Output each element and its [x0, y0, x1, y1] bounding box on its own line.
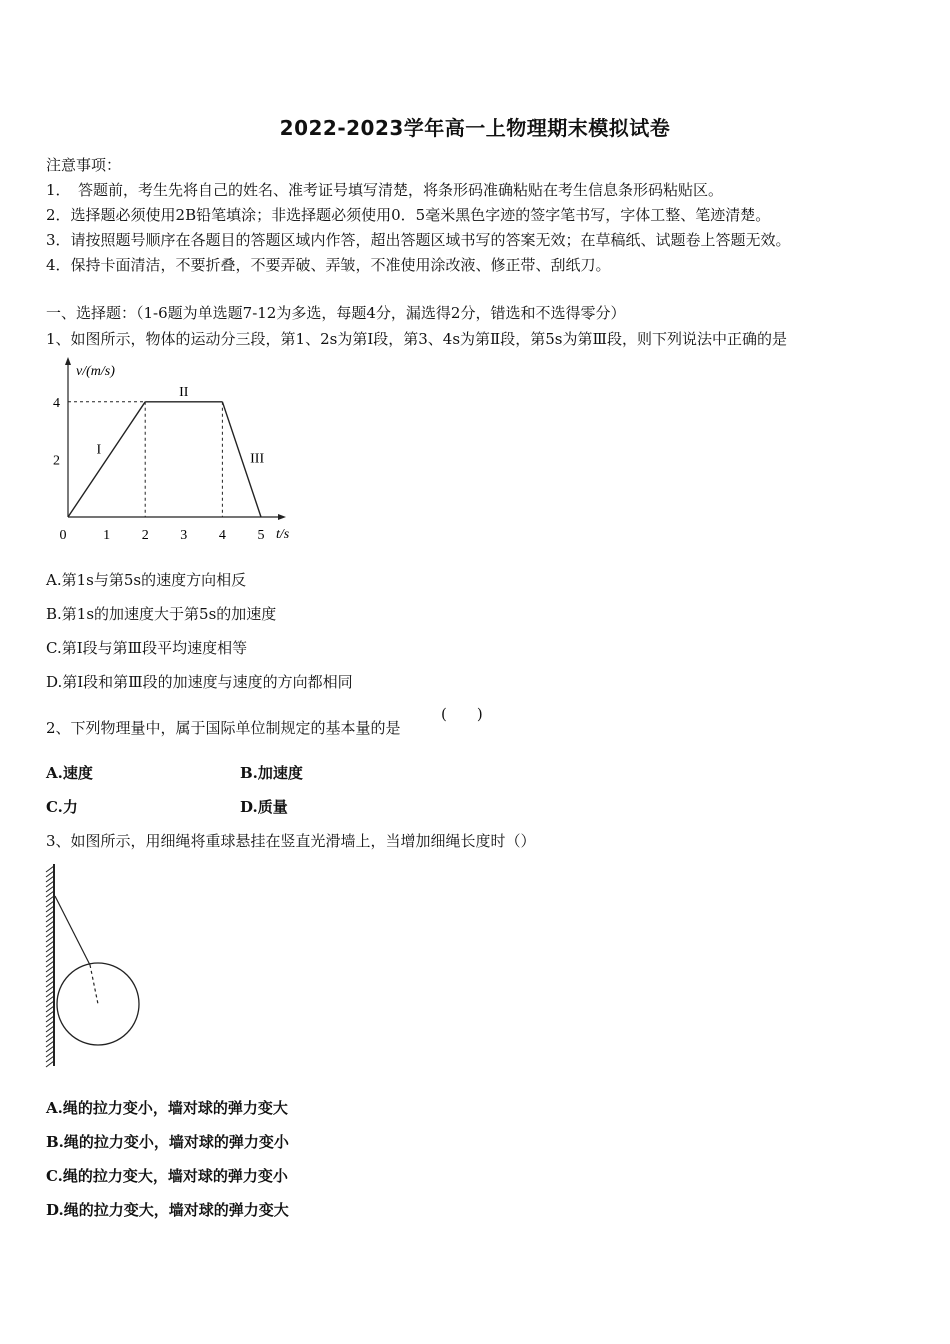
q2-stem: 2、下列物理量中，属于国际单位制规定的基本量的是	[46, 719, 401, 737]
hatch-line	[46, 976, 54, 982]
rope	[55, 896, 90, 965]
page-title: 2022-2023学年高一上物理期末模拟试卷	[279, 116, 671, 140]
hatch-line	[46, 1031, 54, 1037]
segment-label-3: III	[250, 451, 265, 467]
hatch-line	[46, 1056, 54, 1062]
notice-item: 3．请按照题号顺序在各题目的答题区域内作答，超出答题区域书写的答案无效；在草稿纸、试题卷上答题无效。	[46, 231, 791, 249]
hatch-line	[46, 986, 54, 992]
hatch-line	[46, 981, 54, 987]
q1-option-b: B.第1s的加速度大于第5s的加速度	[46, 605, 277, 623]
q2-option-b: B.加速度	[240, 764, 303, 782]
q1-vt-chart	[40, 356, 310, 552]
hatch-line	[46, 1036, 54, 1042]
x-tick-label: 5	[257, 528, 265, 543]
hatch-line	[46, 911, 54, 917]
hatch-line	[46, 956, 54, 962]
hatch-line	[46, 996, 54, 1002]
hatch-line	[46, 1061, 54, 1067]
hatch-line	[46, 1011, 54, 1017]
hatch-line	[46, 1046, 54, 1052]
hatch-line	[46, 916, 54, 922]
x-tick-label: 2	[141, 528, 149, 543]
hatch-line	[46, 966, 54, 972]
hatch-line	[46, 926, 54, 932]
q3-option-b: B.绳的拉力变小，墙对球的弹力变小	[46, 1133, 289, 1151]
q1-option-c: C.第Ⅰ段与第Ⅲ段平均速度相等	[46, 639, 248, 657]
hatch-line	[46, 1051, 54, 1057]
hatch-line	[46, 891, 54, 897]
notice-item: 2．选择题必须使用2B铅笔填涂；非选择题必须使用0．5毫米黑色字迹的签字笔书写，字体工整、笔迹清楚。	[46, 206, 771, 224]
hatch-line	[46, 906, 54, 912]
hatch-line	[46, 871, 54, 877]
y-axis-arrow	[65, 357, 71, 365]
y-tick-label: 2	[53, 453, 60, 469]
hatch-line	[46, 866, 54, 872]
hatch-line	[46, 1016, 54, 1022]
q1-option-d: D.第Ⅰ段和第Ⅲ段的加速度与速度的方向都相同	[46, 673, 353, 691]
hatch-line	[46, 876, 54, 882]
rope-extension	[90, 965, 98, 1004]
q3-option-a: A.绳的拉力变小，墙对球的弹力变大	[46, 1099, 288, 1117]
hatch-line	[46, 991, 54, 997]
q1-stem: 1、如图所示，物体的运动分三段，第1、2s为第Ⅰ段，第3、4s为第Ⅱ段，第5s为第Ⅲ段，则下列说法中正确的是	[46, 330, 787, 348]
hatch-line	[46, 946, 54, 952]
notice-heading: 注意事项：	[46, 156, 122, 174]
hatch-line	[46, 1026, 54, 1032]
hatch-line	[46, 1041, 54, 1047]
hatch-line	[46, 1021, 54, 1027]
x-tick-label: 0	[59, 528, 67, 543]
q3-option-d: D.绳的拉力变大，墙对球的弹力变大	[46, 1201, 289, 1219]
x-axis-label: t/s	[276, 527, 290, 542]
hatch-line	[46, 941, 54, 947]
x-tick-label: 4	[218, 528, 226, 543]
hatch-line	[46, 1001, 54, 1007]
section-heading: 一、选择题：（1-6题为单选题7-12为多选，每题4分，漏选得2分，错选和不选得零分）	[46, 304, 626, 322]
notice-item: 1． 答题前，考生先将自己的姓名、准考证号填写清楚，将条形码准确粘贴在考生信息条形码粘贴区。	[46, 181, 724, 199]
y-axis-label: v/(m/s)	[76, 364, 115, 379]
q3-wall-ball-figure	[40, 860, 150, 1072]
hatch-line	[46, 961, 54, 967]
y-tick-label: 4	[53, 395, 60, 411]
series-segment	[68, 402, 145, 517]
q1-option-a: A.第1s与第5s的速度方向相反	[46, 571, 247, 589]
q3-stem: 3、如图所示，用细绳将重球悬挂在竖直光滑墙上，当增加细绳长度时（）	[46, 832, 536, 850]
hatch-line	[46, 886, 54, 892]
notice-item: 4．保持卡面清洁，不要折叠，不要弄破、弄皱，不准使用涂改液、修正带、刮纸刀。	[46, 256, 611, 274]
segment-label-1: I	[96, 442, 102, 458]
hatch-line	[46, 951, 54, 957]
hatch-line	[46, 921, 54, 927]
hatch-line	[46, 936, 54, 942]
hatch-line	[46, 881, 54, 887]
q2-option-d: D.质量	[240, 798, 288, 816]
x-axis-arrow	[278, 514, 286, 520]
q3-option-c: C.绳的拉力变大，墙对球的弹力变小	[46, 1167, 288, 1185]
hatch-line	[46, 901, 54, 907]
q2-option-c: C.力	[46, 798, 78, 816]
segment-label-2: II	[179, 385, 189, 401]
wall-hatching	[46, 864, 54, 1067]
hatch-line	[46, 971, 54, 977]
x-tick-label: 3	[180, 528, 188, 543]
hatch-line	[46, 931, 54, 937]
hatch-line	[46, 896, 54, 902]
q2-option-a: A.速度	[46, 764, 93, 782]
x-tick-label: 1	[103, 528, 111, 543]
hatch-line	[46, 1006, 54, 1012]
q2-answer-paren: ( )	[441, 705, 483, 723]
